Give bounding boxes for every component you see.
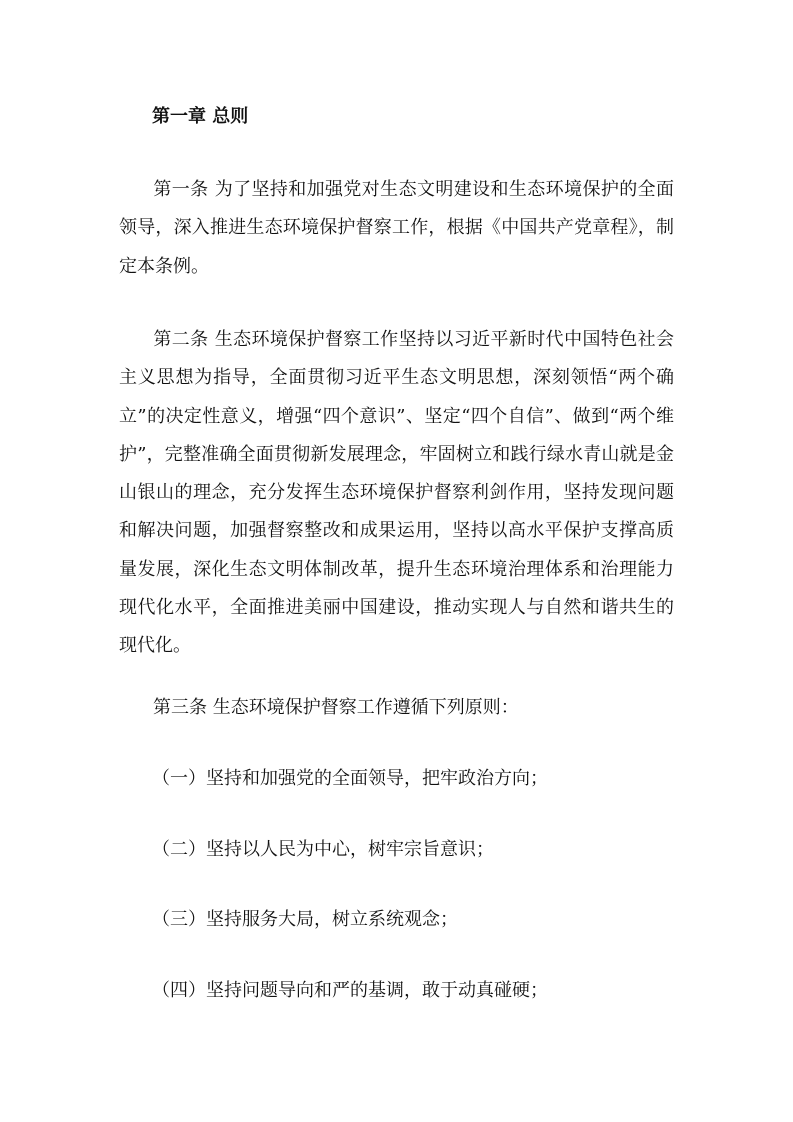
article-paragraph: [119, 171, 674, 286]
article-label: 第二条: [153, 329, 209, 350]
article-text: 生态环境保护督察工作遵循下列原则：: [212, 697, 519, 718]
article-paragraph: [119, 689, 674, 727]
principle-item: （二）坚持以人民为中心，树牢宗旨意识；: [152, 839, 494, 860]
article-text: 为了坚持和加强党对生态文明建设和生态环境保护的全面领导，深入推进生态环境保护督察工作，根据《中国共产党章程》，制定本条例。: [119, 179, 675, 277]
article-text: 生态环境保护督察工作坚持以习近平新时代中国特色社会主义思想为指导，全面贯彻习近平生态文明思想，深刻领悟“两个确立”的决定性意义，增强“四个意识”、坚定“四个自信”、做到“两个维护”，完整准确全面贯彻新发展理念，牢固树立和践行绿水青山就是金山银山的理念，充分发挥生态环境保护督察利剑作用，坚持发现问题和解决问题，加强督察整改和成果运用，坚持以高水平保护支撑高质量发展，深化生态文明体制改革，提升生态环境治理体系和治理能力现代化水平，全面推进美丽中国建设，推动实现人与自然和谐共生的现代化。: [119, 329, 675, 657]
principle-item: （一）坚持和加强党的全面领导，把牢政治方向；: [152, 768, 548, 789]
principle-item: （三）坚持服务大局，树立系统观念；: [152, 909, 458, 930]
article-label: 第一条: [153, 179, 209, 200]
principle-item: （四）坚持问题导向和严的基调，敢于动真碰硬；: [152, 980, 548, 1001]
article-label: 第三条: [153, 697, 207, 718]
chapter-title: 第一章 总则: [152, 106, 249, 127]
article-paragraph: [119, 321, 674, 666]
